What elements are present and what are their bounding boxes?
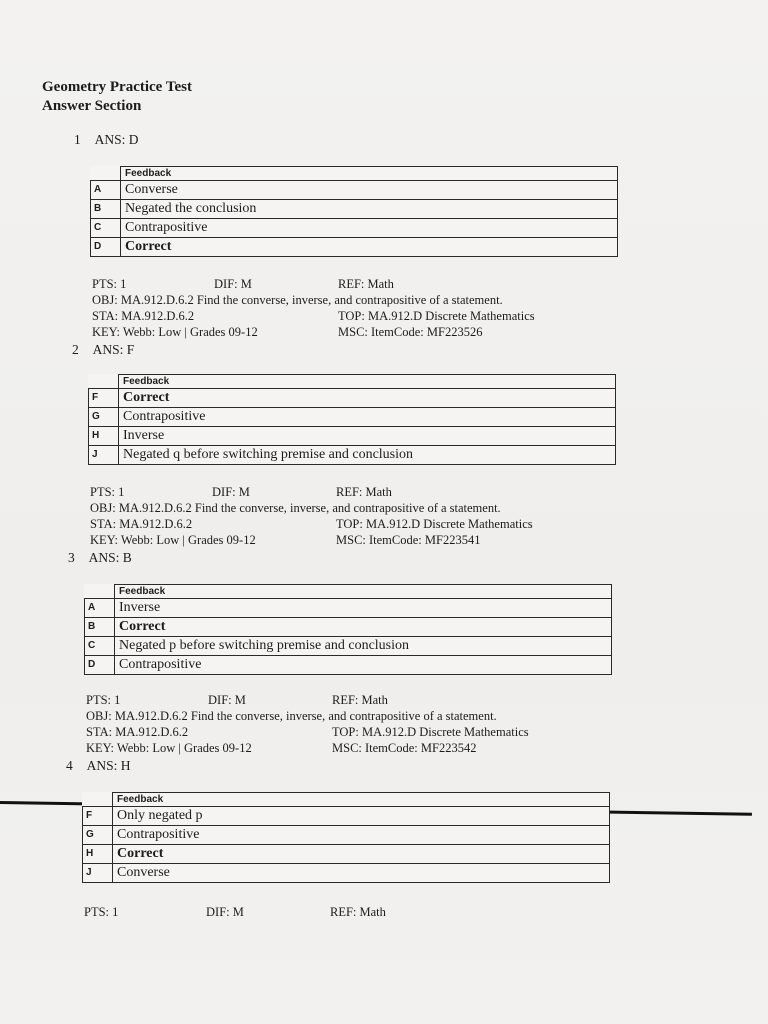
answer-value: B (122, 550, 132, 565)
answer-value: F (126, 342, 135, 357)
question-4-metadata: PTS: 1 DIF: M REF: Math (84, 905, 386, 919)
table-row: D Contrapositive (85, 656, 612, 675)
feedback-header: Feedback (115, 585, 612, 599)
feedback-header: Feedback (119, 375, 616, 389)
table-row: A Converse (91, 181, 618, 200)
table-row: D Correct (91, 238, 618, 257)
table-row: J Converse (83, 864, 610, 883)
table-row: H Inverse (89, 427, 616, 446)
feedback-header: Feedback (121, 167, 618, 181)
table-row: B Negated the conclusion (91, 200, 618, 219)
feedback-table-2 (88, 374, 616, 465)
table-row: J Negated q before switching premise and conclusion (89, 446, 616, 465)
table-row: B Correct (85, 618, 612, 637)
feedback-table-4 (82, 792, 610, 883)
question-3-answer: 3 ANS: B (68, 550, 132, 565)
table-row: A Inverse (85, 599, 612, 618)
question-1-metadata: PTS: 1 DIF: M REF: Math OBJ: MA.912.D.6.2 Find the converse, inverse, and contrapositive of a statement. STA: MA.912.D.6.2 TOP: MA.912.D Discrete Mathematics KEY: Webb: Low | Grades 09-12 MSC: ItemCode: MF223526 (92, 277, 535, 339)
table-row: F Only negated p (83, 807, 610, 826)
table-row: G Contrapositive (83, 826, 610, 845)
answer-value: H (120, 758, 131, 773)
feedback-table-3 (84, 584, 612, 675)
question-2-metadata: PTS: 1 DIF: M REF: Math OBJ: MA.912.D.6.2 Find the converse, inverse, and contrapositive of a statement. STA: MA.912.D.6.2 TOP: MA.912.D Discrete Mathematics KEY: Webb: Low | Grades 09-12 MSC: ItemCode: MF223541 (90, 485, 533, 547)
document-title (42, 78, 192, 116)
table-row: F Correct (89, 389, 616, 408)
answer-value: D (128, 132, 139, 147)
table-row: G Contrapositive (89, 408, 616, 427)
table-row: C Contrapositive (91, 219, 618, 238)
table-row: C Negated p before switching premise and conclusion (85, 637, 612, 656)
feedback-header: Feedback (113, 793, 610, 807)
table-row: H Correct (83, 845, 610, 864)
title-line-1: Geometry Practice Test (42, 79, 192, 95)
question-1-answer: 1 ANS: D (74, 132, 139, 147)
question-4-answer: 4 ANS: H (66, 758, 131, 773)
title-line-2: Answer Section (42, 98, 142, 114)
feedback-table-1 (90, 166, 618, 257)
question-3-metadata: PTS: 1 DIF: M REF: Math OBJ: MA.912.D.6.2 Find the converse, inverse, and contrapositive of a statement. STA: MA.912.D.6.2 TOP: MA.912.D Discrete Mathematics KEY: Webb: Low | Grades 09-12 MSC: ItemCode: MF223542 (86, 693, 529, 755)
question-2-answer: 2 ANS: F (72, 342, 135, 357)
